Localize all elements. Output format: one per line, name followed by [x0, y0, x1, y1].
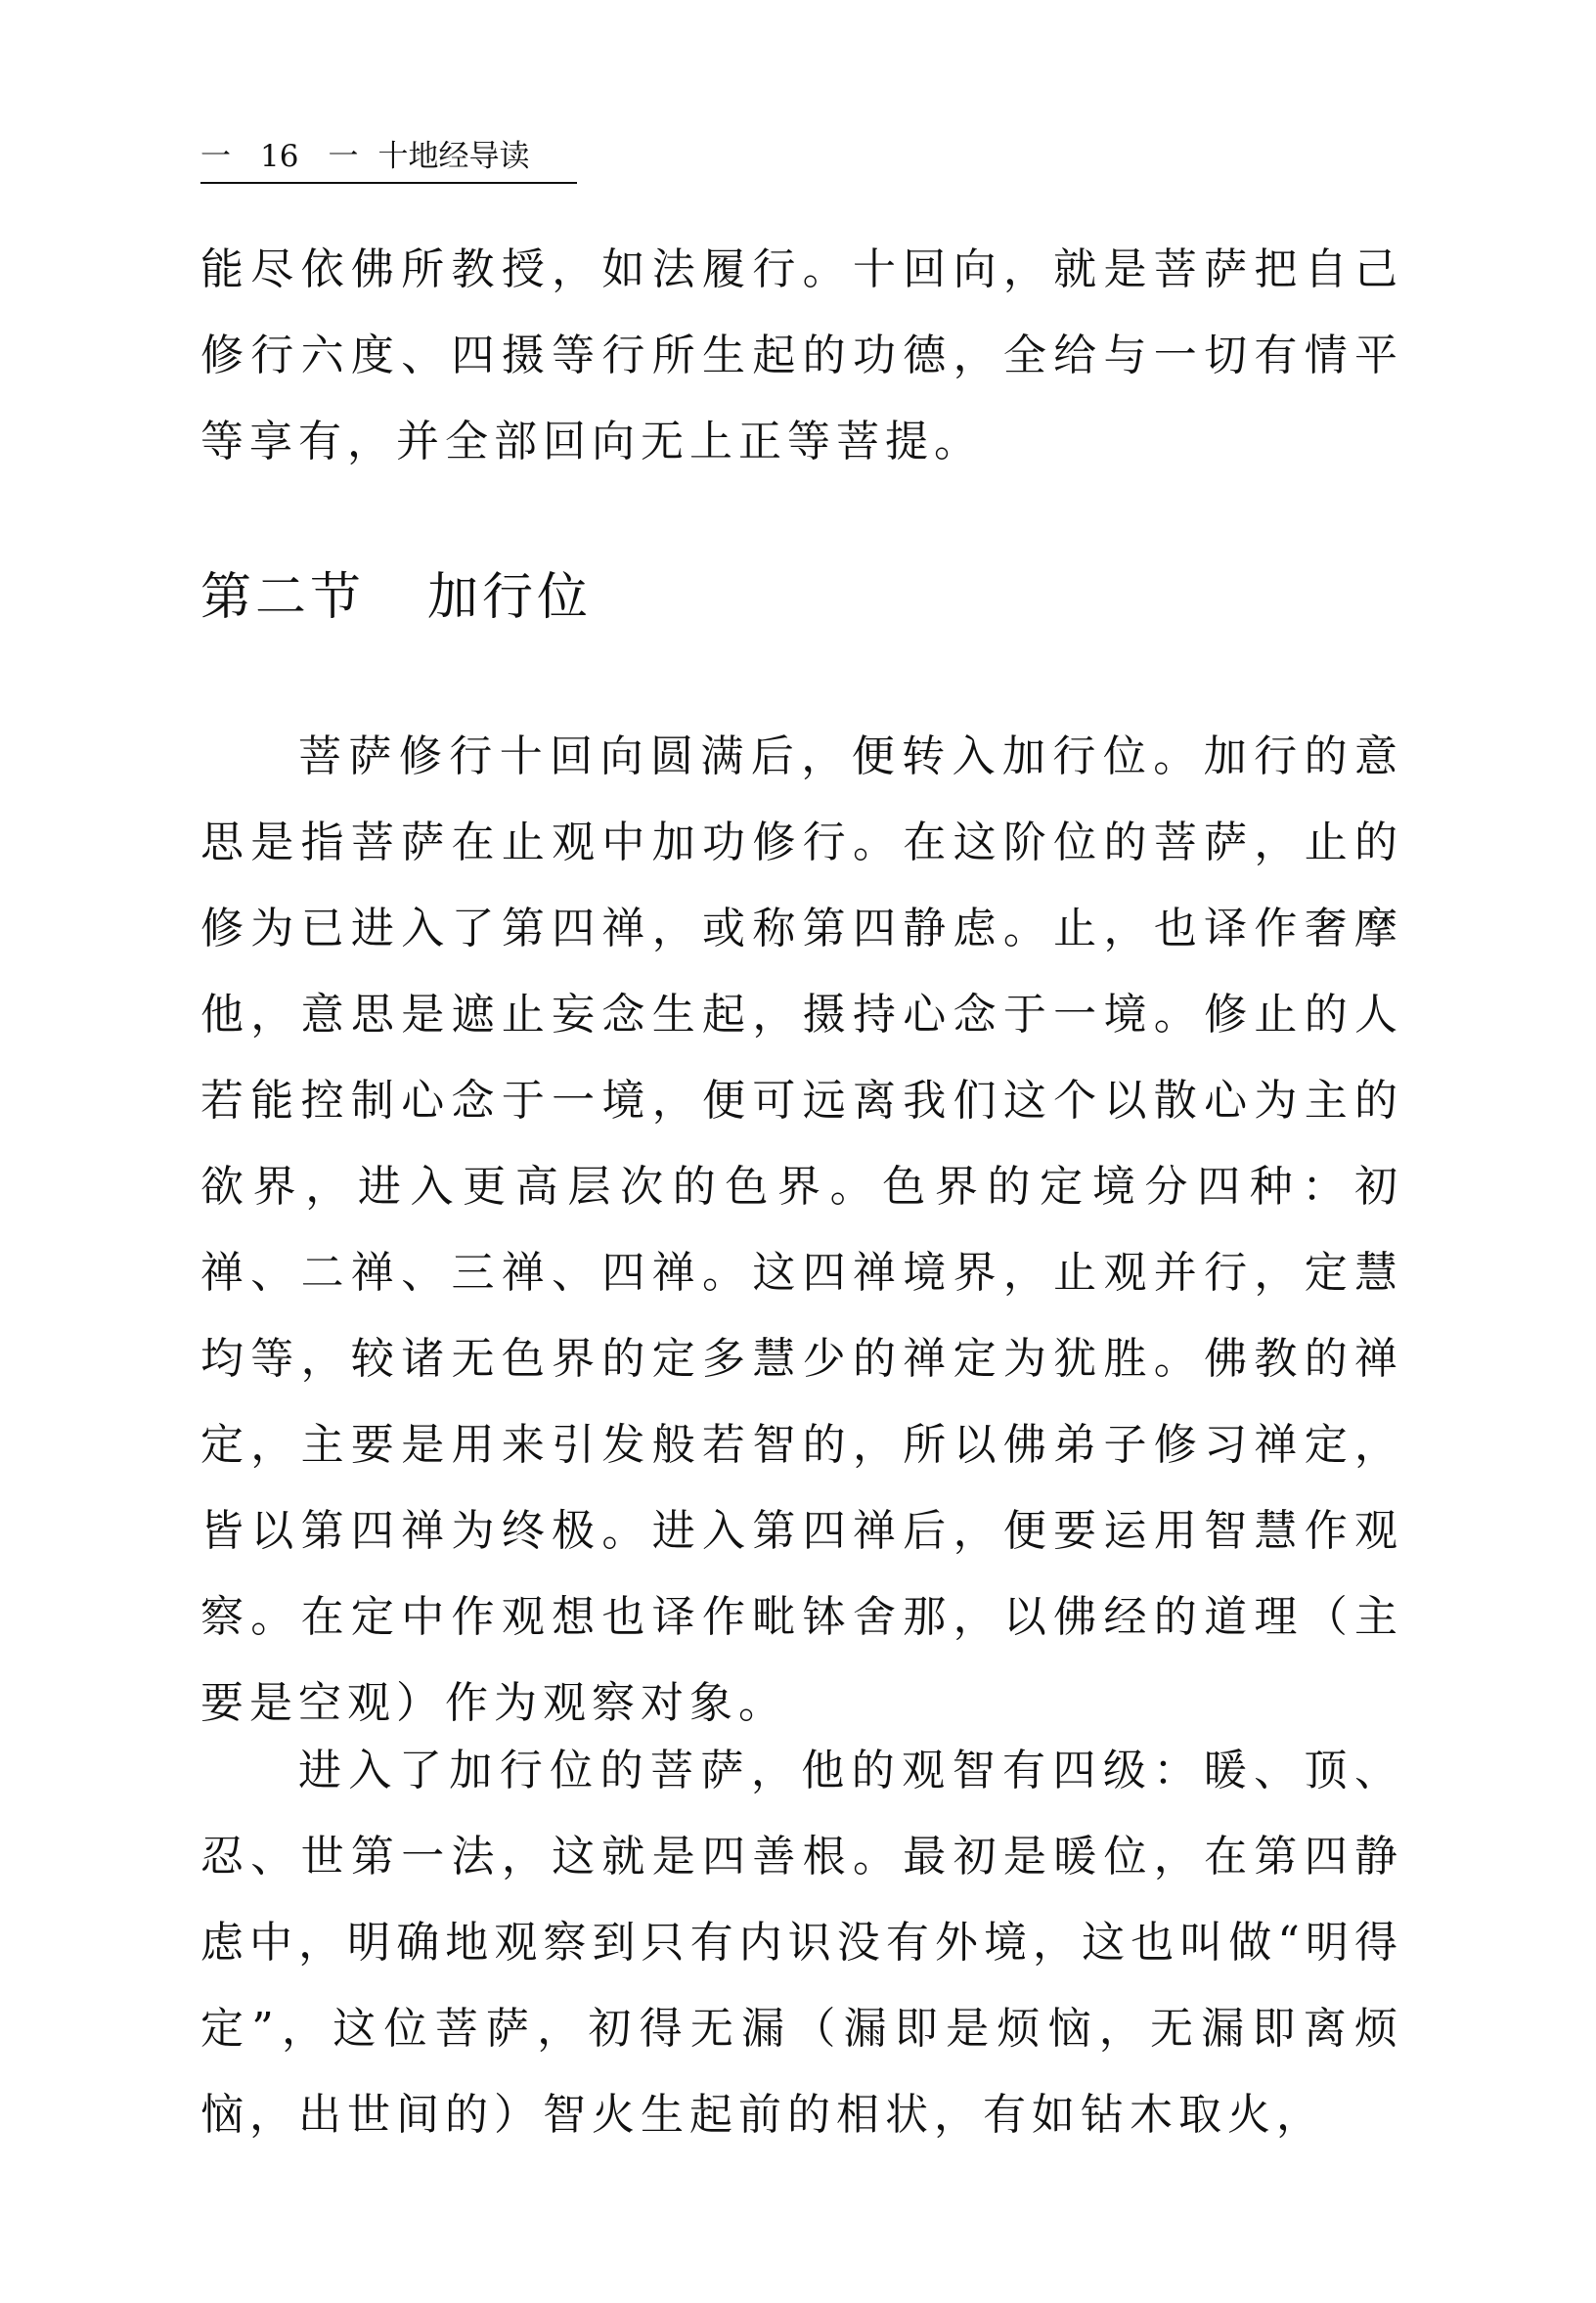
section-title: 加行位	[427, 568, 593, 627]
paragraph-2: 菩萨修行十回向圆满后，便转入加行位。加行的意思是指菩萨在止观中加功修行。在这阶位的菩萨，止的修为已进入了第四禅，或称第四静虑。止，也译作奢摩他，意思是遮止妄念生起，摄持心念于一境。修止的人若能控制心念于一境，便可远离我们这个以散心为主的欲界，进入更高层次的色界。色界的定境分四种：初禅、二禅、三禅、四禅。这四禅境界，止观并行，定慧均等，较诸无色界的定多慧少的禅定为犹胜。佛教的禅定，主要是用来引发般若智的，所以佛弟子修习禅定，皆以第四禅为终极。进入第四禅后，便要运用智慧作观察。在定中作观想也译作毗钵舍那，以佛经的道理（主要是空观）作为观察对象。	[200, 731, 1403, 1728]
section-number: 第二节	[200, 568, 366, 627]
page-number: 16	[260, 139, 299, 174]
paragraph-3: 进入了加行位的菩萨，他的观智有四级：暖、顶、忍、世第一法，这就是四善根。最初是暖位，在第四静虑中，明确地观察到只有内识没有外境，这也叫做“明得定”，这位菩萨，初得无漏（漏即是烦恼，无漏即离烦恼，出世间的）智火生起前的相状，有如钻木取火，	[200, 1746, 1403, 2140]
book-title: 十地经导读	[377, 139, 530, 174]
paragraph-1: 能尽依佛所教授，如法履行。十回向，就是菩萨把自己修行六度、四摄等行所生起的功德，全给与一切有情平等享有，并全部回向无上正等菩提。	[200, 244, 1403, 466]
section-heading	[200, 554, 592, 642]
header-dash-left: 一	[200, 139, 231, 174]
running-header	[200, 137, 592, 184]
header-dash-right: 一	[328, 139, 359, 174]
header-rule	[200, 182, 577, 184]
